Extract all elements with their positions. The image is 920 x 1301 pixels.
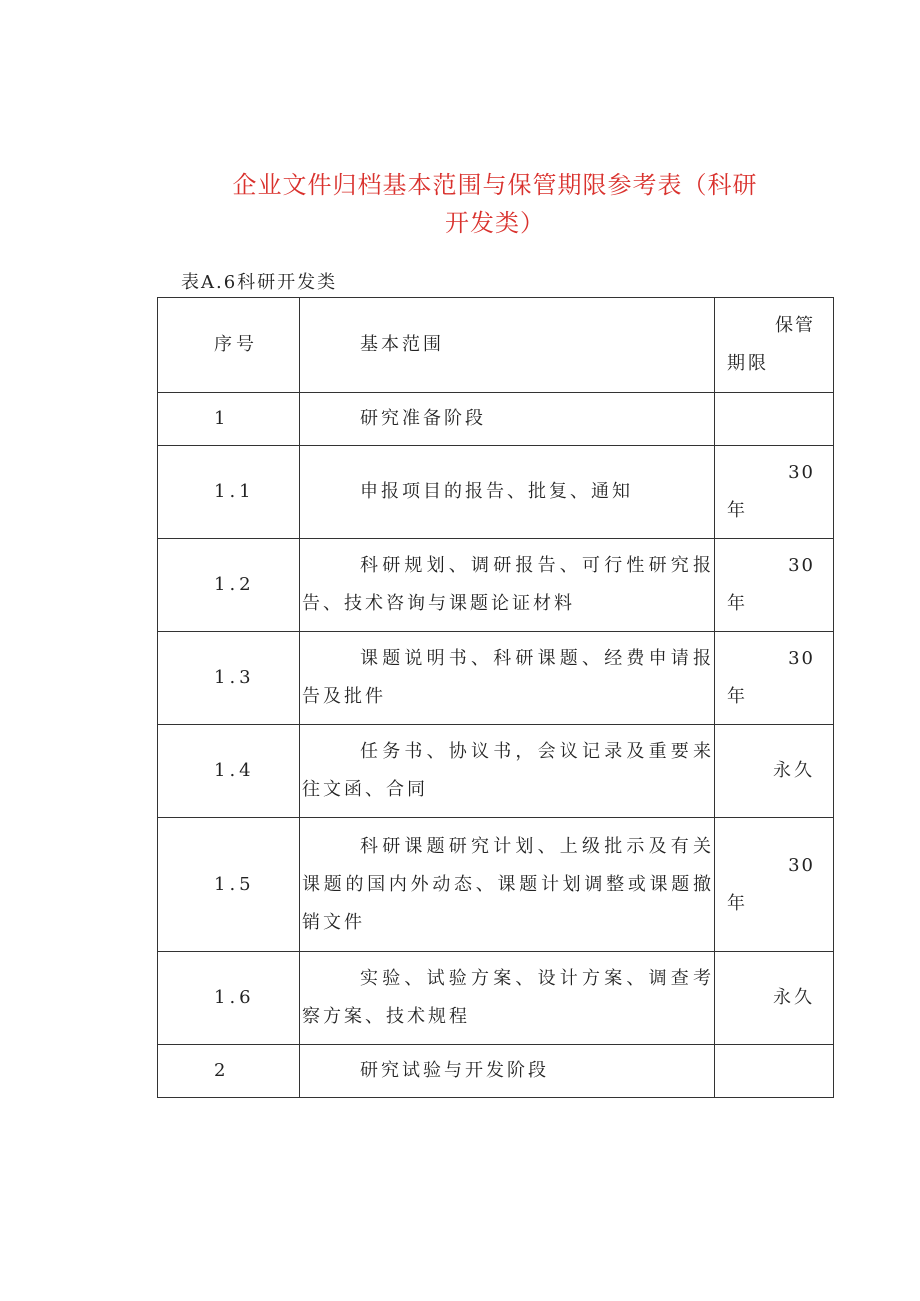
- row-number: 1.3: [158, 632, 300, 725]
- table-row: [158, 952, 834, 1045]
- row-number: 1.1: [158, 446, 300, 539]
- row-period-value: 30: [788, 555, 815, 576]
- header-scope: 基本范围: [300, 298, 715, 393]
- row-number: 1.6: [158, 952, 300, 1045]
- table-row: [158, 539, 834, 632]
- document-title-line-2: 开发类）: [445, 209, 545, 237]
- row-number: 1: [158, 393, 300, 446]
- row-period: [715, 446, 834, 539]
- row-period-value: 30: [788, 462, 815, 483]
- row-scope: 申报项目的报告、批复、通知: [300, 446, 715, 539]
- table-row: [158, 446, 834, 539]
- row-period: [715, 632, 834, 725]
- row-scope: 任务书、协议书，会议记录及重要来往文函、合同: [300, 725, 715, 818]
- table-row: [158, 818, 834, 952]
- retention-table: [157, 297, 834, 1098]
- table-row: [158, 393, 834, 446]
- row-period-value: 30: [788, 648, 815, 669]
- header-period-line-2: 期限: [727, 353, 769, 374]
- row-period: [715, 952, 834, 1045]
- row-scope: 研究准备阶段: [300, 393, 715, 446]
- row-number: 1.4: [158, 725, 300, 818]
- row-period-value: 30: [788, 854, 815, 876]
- row-number: 1.2: [158, 539, 300, 632]
- header-number: 序号: [158, 298, 300, 393]
- row-scope: 研究试验与开发阶段: [300, 1045, 715, 1098]
- table-row: [158, 1045, 834, 1098]
- row-period-value: 永久: [773, 987, 815, 1008]
- row-period: [715, 393, 834, 446]
- table-row: [158, 632, 834, 725]
- table-caption: 表A.6科研开发类: [181, 272, 338, 293]
- row-period: [715, 1045, 834, 1098]
- row-period-value: 永久: [773, 760, 815, 781]
- row-period-unit: 年: [727, 593, 748, 614]
- table-header-row: [158, 298, 834, 393]
- row-number: 2: [158, 1045, 300, 1098]
- row-period: [715, 818, 834, 952]
- header-period: [715, 298, 834, 393]
- document-title-line-1: 企业文件归档基本范围与保管期限参考表（科研: [232, 171, 758, 199]
- row-period-unit: 年: [727, 500, 748, 521]
- row-period-unit: 年: [727, 686, 748, 707]
- row-scope: 课题说明书、科研课题、经费申请报告及批件: [300, 632, 715, 725]
- row-period: [715, 539, 834, 632]
- header-period-line-1: 保管: [775, 315, 815, 336]
- row-scope: 科研课题研究计划、上级批示及有关课题的国内外动态、课题计划调整或课题撤销文件: [300, 818, 715, 952]
- row-scope: 实验、试验方案、设计方案、调查考察方案、技术规程: [300, 952, 715, 1045]
- row-number: 1.5: [158, 818, 300, 952]
- document-title: [200, 166, 790, 242]
- table-row: [158, 725, 834, 818]
- row-period: [715, 725, 834, 818]
- row-period-unit: 年: [727, 892, 748, 914]
- row-scope: 科研规划、调研报告、可行性研究报告、技术咨询与课题论证材料: [300, 539, 715, 632]
